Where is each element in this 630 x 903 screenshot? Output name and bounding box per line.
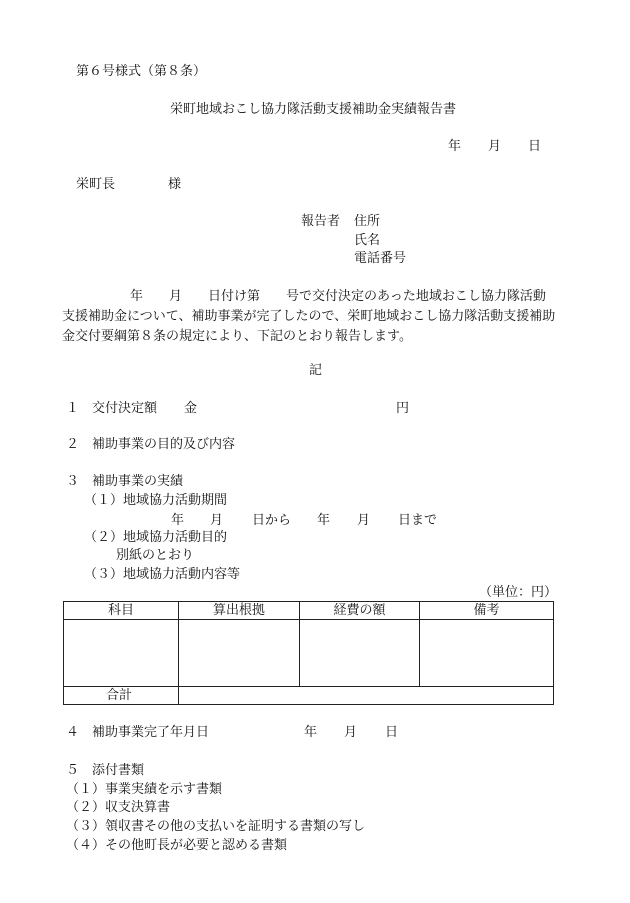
attachment-item: （１）事業実績を示す書類: [66, 782, 223, 797]
total-value-cell: [179, 687, 554, 705]
attachment-item: （３）領収書その他の支払いを証明する書類の写し: [66, 819, 366, 834]
section-3-sub2: （２）地域協力活動目的: [84, 530, 228, 545]
section-2-label: ２ 補助事業の目的及び内容: [66, 437, 236, 452]
form-number: 第６号様式（第８条）: [76, 64, 207, 79]
section-4-day: 日: [385, 725, 399, 740]
period-year-from: 年: [171, 513, 185, 528]
section-1-label: １ 交付決定額: [66, 401, 158, 416]
body-line: 支援補助金について、補助事業が完了したので、栄町地域おこし協力隊活動支援補助: [62, 309, 556, 324]
attachment-item: （４）その他町長が必要と認める書類: [66, 838, 288, 853]
table-total-row: [64, 687, 554, 705]
date-month: 月: [488, 139, 502, 154]
section-1-yen: 円: [396, 401, 410, 416]
ki-heading: 記: [309, 363, 323, 378]
period-month-to: 月: [357, 513, 371, 528]
period-month-from: 月: [210, 513, 224, 528]
document-title: 栄町地域おこし協力隊活動支援補助金実績報告書: [170, 102, 457, 117]
body-line: 年 月 日付け第 号で交付決定のあった地域おこし協力隊活動: [130, 289, 546, 304]
table-row: [64, 620, 554, 687]
addressee-name: 栄町長: [76, 177, 116, 192]
section-5-label: ５ 添付書類: [66, 763, 145, 778]
reporter-address: 住所: [354, 214, 381, 229]
section-3-sub2-note: 別紙のとおり: [116, 548, 195, 563]
table-header-row: [64, 602, 554, 620]
section-4-month: 月: [344, 725, 358, 740]
section-3-sub1: （１）地域協力活動期間: [84, 493, 228, 508]
reporter-name: 氏名: [354, 233, 381, 248]
cell-basis: [179, 620, 300, 687]
header-subject: 科目: [64, 602, 179, 620]
cell-remarks: [420, 620, 554, 687]
total-label: 合計: [64, 687, 179, 705]
period-day-from: 日から: [252, 513, 292, 528]
section-4-year: 年: [304, 725, 318, 740]
header-amount: 経費の額: [300, 602, 420, 620]
cell-amount: [300, 620, 420, 687]
section-1-kin: 金: [184, 401, 198, 416]
date-year: 年: [448, 139, 462, 154]
body-paragraph: [62, 287, 577, 347]
expense-table: [63, 601, 554, 705]
attachment-item: （２）収支決算書: [66, 800, 171, 815]
unit-note: （単位：円）: [479, 585, 558, 600]
header-basis: 算出根拠: [179, 602, 300, 620]
reporter-label: 報告者: [301, 214, 341, 229]
header-remarks: 備考: [420, 602, 554, 620]
period-day-to: 日まで: [398, 513, 438, 528]
section-3-sub3: （３）地域協力活動内容等: [84, 567, 241, 582]
section-4-label: ４ 補助事業完了年月日: [66, 725, 210, 740]
date-day: 日: [528, 139, 542, 154]
body-line: 金交付要綱第８条の規定により、下記のとおり報告します。: [62, 329, 412, 344]
reporter-phone: 電話番号: [354, 251, 407, 266]
section-3-label: ３ 補助事業の実績: [66, 474, 184, 489]
period-year-to: 年: [317, 513, 331, 528]
cell-subject: [64, 620, 179, 687]
addressee-honorific: 様: [168, 177, 182, 192]
